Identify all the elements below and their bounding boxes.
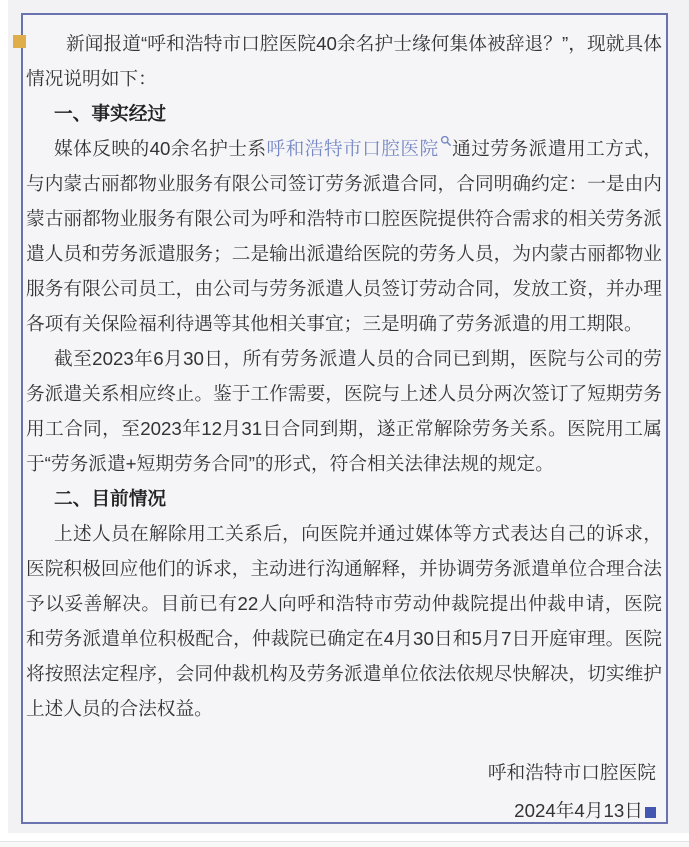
section2-heading: 二、目前情况 [54,488,167,509]
signature-date: 2024年4月13日 [514,800,643,821]
paragraph-text-before-link: 媒体反映的40余名护士系 [54,138,267,159]
yellow-square-marker [13,35,26,48]
paragraph-text-after-link: 通过劳务派遣用工方式，与内蒙古丽都物业服务有限公司签订劳务派遣合同，合同明确约定：一是由内蒙古丽都物业服务有限公司为呼和浩特市口腔医院提供符合需求的相关劳务派遣人员和劳务派遣服务；二是输出派遣给医院的劳务人员，为内蒙古丽都物业服务有限公司员工，由公司与劳务派遣人员签订劳动合同，发放工资，并办理各项有关保险福利待遇等其他相关事宜；三是明确了劳务派遣的用工期限。 [26,138,663,334]
signature-name: 呼和浩特市口腔医院 [487,762,656,783]
signature-date-line [26,792,656,824]
signature-block [26,754,662,824]
section2-paragraph1: 上述人员在解除用工关系后，向医院并通过媒体等方式表达自己的诉求，医院积极回应他们的诉求，主动进行沟通解释，并协调劳务派遣单位合理合法予以妥善解决。目前已有22人向呼和浩特市劳动仲裁院提出仲裁申请，医院和劳务派遣单位积极配合，仲裁院已确定在4月30日和5月7日开庭审理。医院将按照法定程序，会同仲裁机构及劳务派遣单位依法依规尽快解决，切实维护上述人员的合法权益。 [26,523,662,719]
section1-paragraph1 [26,131,662,341]
blue-square-marker [645,807,656,818]
section1-heading: 一、事实经过 [54,103,167,124]
bottom-strip [0,842,689,847]
section1-paragraph2: 截至2023年6月30日，所有劳务派遣人员的合同已到期，医院与公司的劳务派遣关系相应终止。鉴于工作需要，医院与上述人员分两次签订了短期劳务用工合同，至2023年12月31日合同到期，遂正常解除劳务关系。医院用工属于“劳务派遣+短期劳务合同”的形式，符合相关法律法规的规定。 [26,348,662,474]
search-icon [440,135,452,147]
hospital-entity-link[interactable] [266,138,451,159]
statement-box [21,13,668,824]
content-panel [8,0,689,833]
statement-text [26,26,662,824]
hospital-link-text: 呼和浩特市口腔医院 [266,138,439,159]
intro-paragraph: 新闻报道“呼和浩特市口腔医院40余名护士缘何集体被辞退？”，现就具体情况说明如下： [26,33,662,89]
